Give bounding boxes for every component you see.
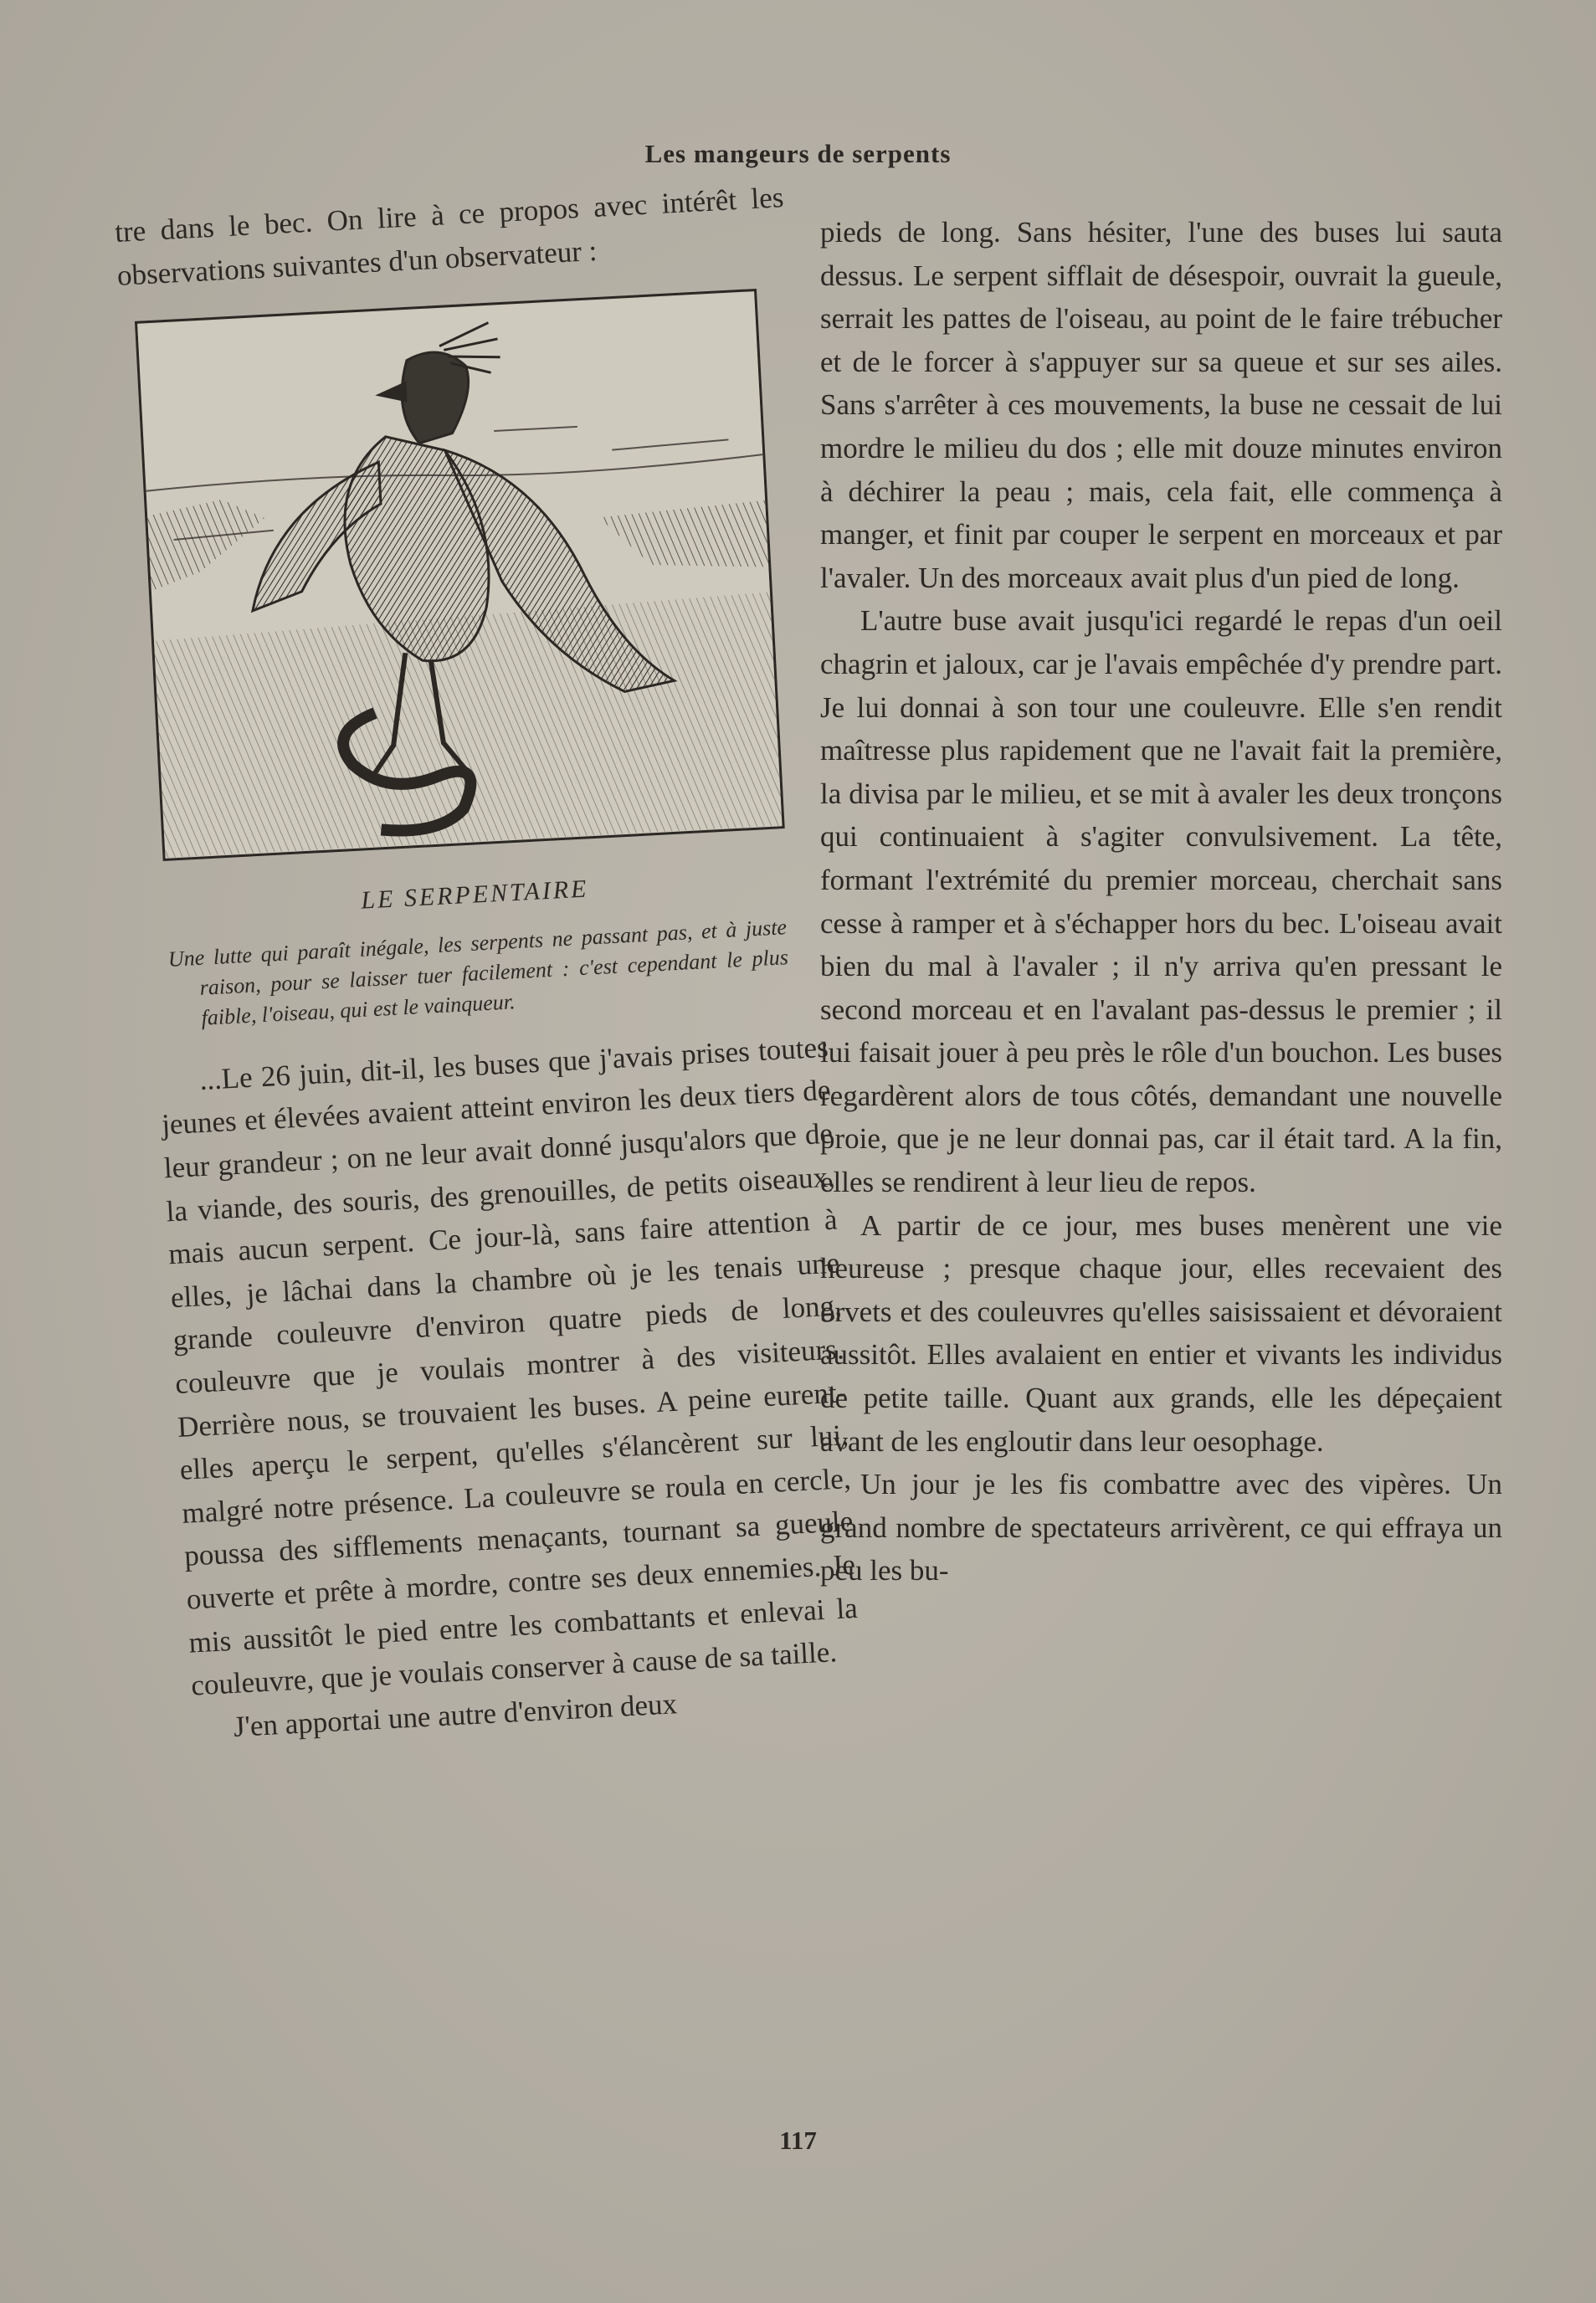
paragraph: Un jour je les fis combattre avec des vipères. Un grand nombre de spectateurs arrivèrent, ce qui effraya un peu les bu- <box>820 1468 1502 1587</box>
engraving-frame <box>135 289 785 861</box>
paragraph: ...Le 26 juin, dit-il, les buses que j'avais prises toutes jeunes et élevées avaient atteint environ les deux tiers de leur grandeur ; on ne leur avait donné jusqu'alors que de la viande, des souris, des grenouilles, de petits oiseaux, mais aucun serpent. Ce jour-là, sans faire attention à elles, je lâchai dans la chambre où je les tenais une grande couleuvre d'environ quatre pieds de long, couleuvre que je voulais montrer à des visiteurs. Derrière nous, se trouvaient les buses. A peine eurent-elles aperçu le serpent, qu'elles s'élancèrent sur lui, malgré notre présence. La couleuvre se roula en cercle, poussa des sifflements menaçants, tournant sa gueule ouverte et prête à mordre, contre ses deux ennemies. Je mis aussitôt le pied entre les combattants et enlevai la couleuvre, que je voulais conserver à cause de sa taille. <box>161 1030 859 1702</box>
left-body <box>158 1026 863 1751</box>
running-title: Les mangeurs de serpents <box>644 139 952 168</box>
paragraph: pieds de long. Sans hésiter, l'une des buses lui sauta dessus. Le serpent sifflait de désespoir, ouvrait la gueule, serrait les pattes de l'oiseau, au point de le faire trébucher et de le forcer à s'appuyer sur sa queue et sur ses ailes. Sans s'arrêter à ces mouvements, la buse ne cessait de lui mordre le milieu du dos ; elle mit douze minutes environ à déchirer la peau ; mais, cela fait, elle commença à manger, et finit par couper le serpent en morceaux et par l'avaler. Un des morceaux avait plus d'un pied de long. <box>820 216 1502 594</box>
page-number: 117 <box>779 2126 817 2155</box>
paragraph: J'en apportai une autre d'environ deux <box>232 1686 678 1743</box>
right-column <box>820 211 1502 1593</box>
left-column <box>114 176 863 1751</box>
paragraph: A partir de ce jour, mes buses menèrent une vie heureuse ; presque chaque jour, elles recevaient des orvets et des couleuvres qu'elles saisissaient et dévoraient aussitôt. Elles avalaient en entier et vivants les individus de petite taille. Quant aux grands, elle les dépeçaient avant de les engloutir dans leur oesophage. <box>820 1208 1502 1458</box>
serpentaire-figure <box>135 289 791 1034</box>
paragraph: L'autre buse avait jusqu'ici regardé le repas d'un oeil chagrin et jaloux, car je l'avais empêchée d'y prendre part. Je lui donnai à son tour une couleuvre. Elle s'en rendit maîtresse plus rapidement que ne l'avait fait la première, la divisa par le milieu, et se mit à avaler les deux tronçons qui continuaient à s'agiter convulsivement. La tête, formant l'extrémité du premier morceau, cherchait sans cesse à ramper et à s'échapper hors du bec. L'oiseau avait bien du mal à l'avaler ; il n'y arriva qu'en pressant le second morceau et en l'avalant pas-dessus le premier ; il lui faisait jouer à peu près le rôle d'un bouchon. Les buses regardèrent alors de tous côtés, demandant une nouvelle proie, que je ne leur donnai pas, car il était tard. A la fin, elles se rendirent à leur lieu de repos. <box>820 604 1502 1199</box>
figure-title: LE SERPENTAIRE <box>360 875 590 915</box>
secretary-bird-engraving <box>137 291 782 859</box>
lead-paragraph: tre dans le bec. On lire à ce propos avec intérêt les observations suivantes d'un observateur : <box>114 181 785 292</box>
figure-caption: Une lutte qui paraît inégale, les serpents ne passant pas, et à juste raison, pour se laisser tuer facilement : c'est cependant le plus faible, l'oiseau, qui est le vainqueur. <box>167 914 789 1030</box>
